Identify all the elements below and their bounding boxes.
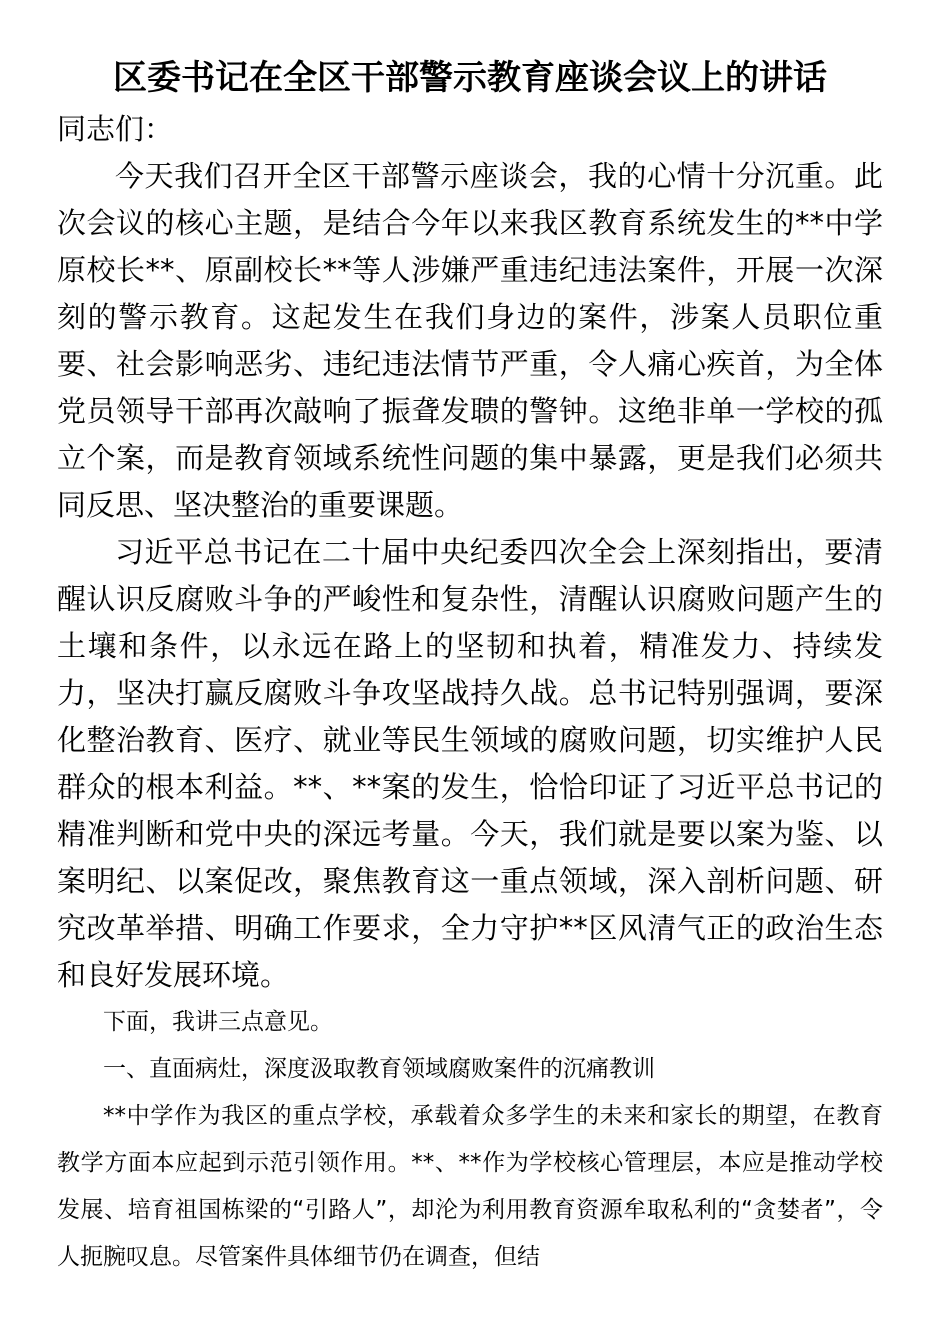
body-paragraph-3: 下面，我讲三点意见。	[103, 1009, 333, 1035]
section-heading-1: 一、直面病灶，深度汲取教育领域腐败案件的沉痛教训	[103, 1056, 655, 1082]
body-paragraph-1: 今天我们召开全区干部警示座谈会，我的心情十分沉重。此次会议的核心主题，是结合今年以来我区教育系统发生的**中学原校长**、原副校长**等人涉嫌严重违纪违法案件，开展一次深刻的警示教育。这起发生在我们身边的案件，涉案人员职位重要、社会影响恶劣、违纪违法情节严重，令人痛心疾首，为全体党员领导干部再次敲响了振聋发聩的警钟。这绝非单一学校的孤立个案，而是教育领域系统性问题的集中暴露，更是我们必须共同反思、坚决整治的重要课题。	[57, 159, 883, 522]
salutation: 同志们：	[57, 112, 174, 146]
page-title: 区委书记在全区干部警示教育座谈会议上的讲话	[113, 58, 827, 98]
body-paragraph-4: **中学作为我区的重点学校，承载着众多学生的未来和家长的期望，在教育教学方面本应起到示范引领作用。**、**作为学校核心管理层，本应是推动学校发展、培育祖国栋梁的“引路人”，却沦为利用教育资源牟取私利的“贪婪者”，令人扼腕叹息。尽管案件具体细节仍在调查，但结	[57, 1103, 883, 1270]
body-paragraph-2: 习近平总书记在二十届中央纪委四次全会上深刻指出，要清醒认识反腐败斗争的严峻性和复杂性，清醒认识腐败问题产生的土壤和条件，以永远在路上的坚韧和执着，精准发力、持续发力，坚决打赢反腐败斗争攻坚战持久战。总书记特别强调，要深化整治教育、医疗、就业等民生领域的腐败问题，切实维护人民群众的根本利益。**、**案的发生，恰恰印证了习近平总书记的精准判断和党中央的深远考量。今天，我们就是要以案为鉴、以案明纪、以案促改，聚焦教育这一重点领域，深入剖析问题、研究改革举措、明确工作要求，全力守护**区风清气正的政治生态和良好发展环境。	[57, 535, 883, 992]
document-body	[57, 0, 883, 1281]
